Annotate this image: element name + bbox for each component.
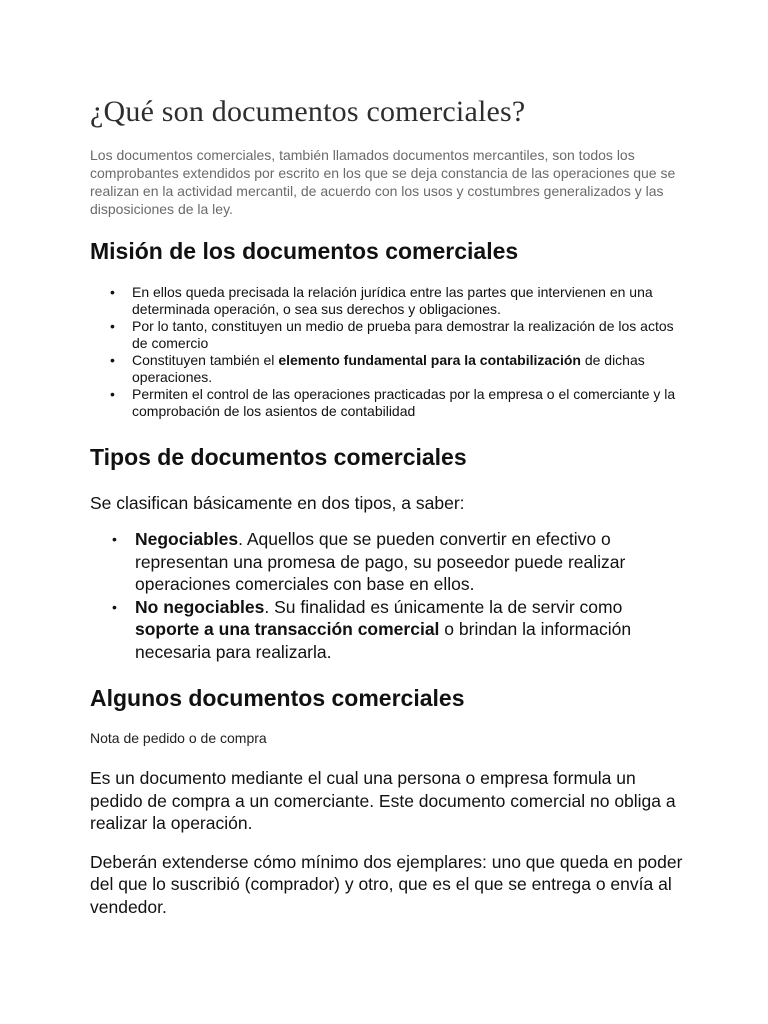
tipos-lead: Se clasifican básicamente en dos tipos, a saber: (90, 493, 465, 513)
algunos-paragraph: Es un documento mediante el cual una persona o empresa formula un pedido de compra a un comerciante. Este documento comercial no obliga a realizar la operación. (90, 768, 676, 833)
tipo-description-bold: soporte a una transacción comercial (135, 619, 440, 639)
tipo-name: Negociables (135, 529, 239, 549)
bullet: • (112, 531, 117, 547)
list-item-text: Permiten el control de las operaciones practicadas por la empresa o el comerciante y la comprobación de los asientos de contabilidad (132, 386, 676, 419)
list-item-text: En ellos queda precisada la relación jurídica entre las partes que intervienen en una determinada operación, o sea sus derechos y obligaciones. (132, 284, 653, 317)
algunos-subtitle: Nota de pedido o de compra (90, 730, 267, 746)
algunos-heading: Algunos documentos comerciales (90, 685, 465, 711)
list-item (90, 596, 690, 664)
intro-paragraph: Los documentos comerciales, también llamados documentos mercantiles, son todos los comprobantes extendidos por escrito en los que se deja constancia de las operaciones que se realizan en la actividad mercantil, de acuerdo con los usos y costumbres generalizados y las disposiciones de la ley. (90, 147, 676, 217)
page-title: ¿Qué son documentos comerciales? (90, 95, 526, 128)
list-item-text: Por lo tanto, constituyen un medio de prueba para demostrar la realización de los actos de comercio (132, 318, 674, 351)
list-item-text-bold: elemento fundamental para la contabilización (278, 352, 581, 368)
list-item (90, 284, 690, 318)
mision-list (90, 284, 690, 420)
bullet: • (110, 352, 115, 368)
list-item (90, 386, 690, 420)
tipos-list (90, 528, 690, 663)
list-item-text-pre: Constituyen también el (132, 352, 279, 368)
list-item (90, 318, 690, 352)
tipo-description: . Su finalidad es únicamente la de servir como (264, 596, 623, 617)
list-item-text-post: de dichas operaciones. (132, 352, 645, 385)
list-item (90, 352, 690, 386)
mision-heading: Misión de los documentos comerciales (90, 238, 519, 264)
bullet: • (110, 318, 115, 334)
bullet: • (110, 386, 115, 402)
bullet: • (112, 598, 117, 615)
algunos-paragraph: Deberán extenderse cómo mínimo dos ejemplares: uno que queda en poder del que lo suscribió (comprador) y otro, que es el que se entrega o envía al vendedor. (90, 851, 683, 917)
tipo-description-end: o brindan la información necesaria para realizarla. (135, 619, 632, 662)
bullet: • (110, 284, 115, 300)
list-item (90, 528, 690, 596)
document-page (90, 92, 690, 934)
tipos-heading: Tipos de documentos comerciales (90, 444, 467, 470)
tipo-description: . Aquellos que se pueden convertir en efectivo o representan una promesa de pago, su poseedor puede realizar operaciones comerciales con base en ellos. (135, 529, 626, 594)
tipo-name: No negociables (135, 596, 265, 617)
